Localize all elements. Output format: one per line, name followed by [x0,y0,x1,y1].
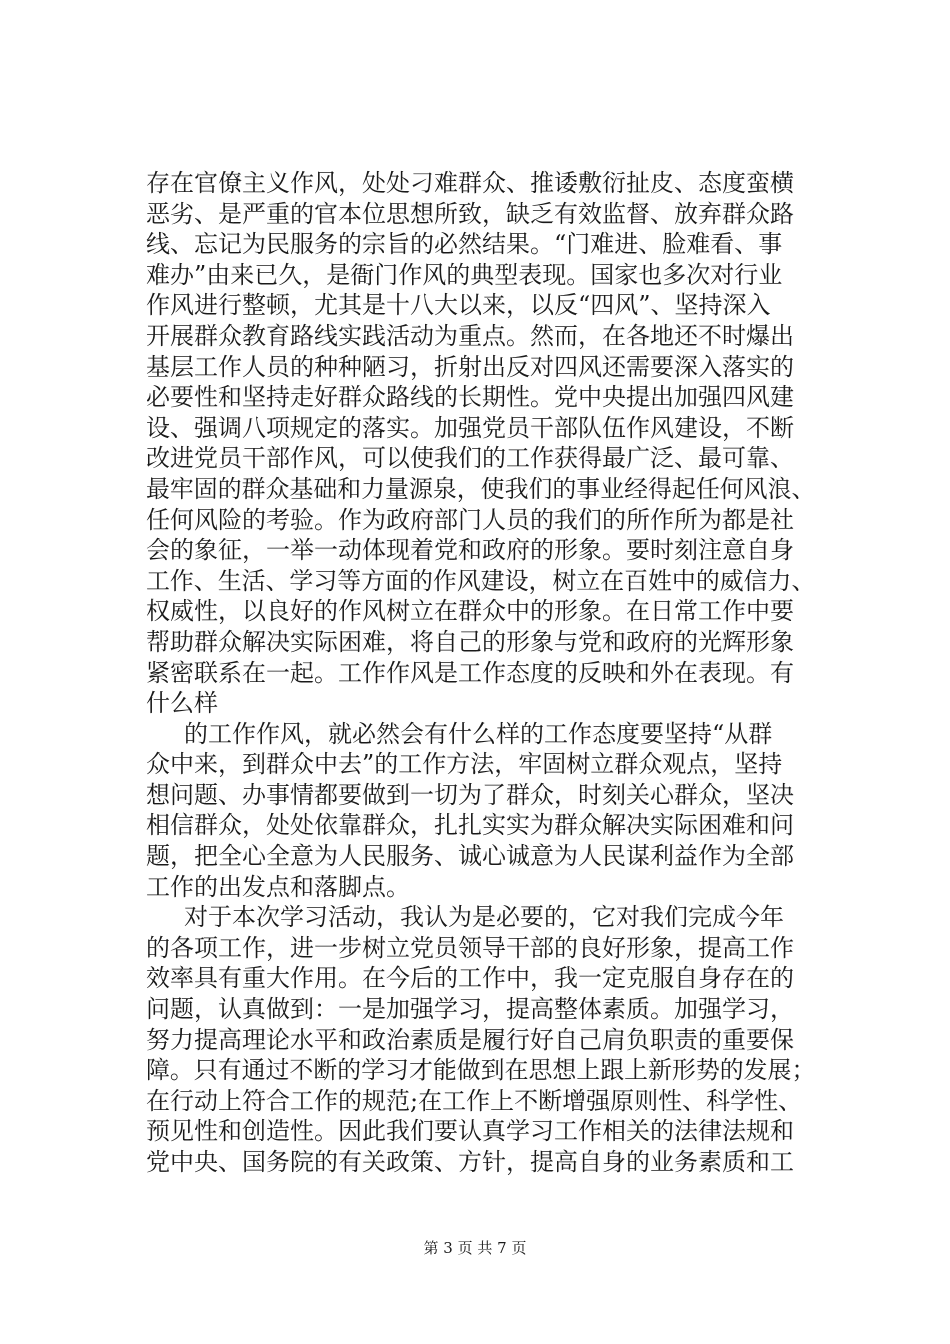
text-line: 什么样 [146,689,218,718]
text-line: 工作、生活、学习等方面的作风建设，树立在百姓中的威信力、 [146,566,816,595]
text-line: 障。只有通过不断的学习才能做到在思想上跟上新形势的发展； [146,1056,816,1085]
body-text [146,168,816,1178]
text-line: 设、强调八项规定的落实。加强党员干部队伍作风建设，不断 [146,413,794,442]
text-line: 恶劣、是严重的官本位思想所致，缺乏有效监督、放弃群众路 [146,199,794,228]
text-line: 预见性和创造性。因此我们要认真学习工作相关的法律法规和 [146,1117,794,1146]
text-line: 帮助群众解决实际困难，将自己的形象与党和政府的光辉形象 [146,627,794,656]
text-line: 题，把全心全意为人民服务、诚心诚意为人民谋利益作为全部 [146,842,794,871]
text-line: 会的象征，一举一动体现着党和政府的形象。要时刻注意自身 [146,536,794,565]
text-line: 基层工作人员的种种陋习，折射出反对四风还需要深入落实的 [146,352,794,381]
text-line: 的各项工作，进一步树立党员领导干部的良好形象，提高工作 [146,933,794,962]
text-line: 难办”由来已久，是衙门作风的典型表现。国家也多次对行业 [146,260,783,289]
text-line: 存在官僚主义作风，处处刁难群众、推诿敷衍扯皮、态度蛮横 [146,169,794,197]
text-line: 最牢固的群众基础和力量源泉，使我们的事业经得起任何风浪、 [146,474,816,503]
text-line: 紧密联系在一起。工作作风是工作态度的反映和外在表现。有 [146,658,794,687]
text-line: 作风进行整顿，尤其是十八大以来，以反“四风”、坚持深入 [146,291,771,320]
text-line: 改进党员干部作风，可以使我们的工作获得最广泛、最可靠、 [146,444,794,473]
text-line: 众中来，到群众中去”的工作方法，牢固树立群众观点，坚持 [146,750,783,779]
text-line: 任何风险的考验。作为政府部门人员的我们的所作所为都是社 [146,505,794,534]
text-line: 党中央、国务院的有关政策、方针，提高自身的业务素质和工 [146,1148,794,1176]
text-line: 努力提高理论水平和政治素质是履行好自己肩负职责的重要保 [146,1025,794,1054]
text-line: 工作的出发点和落脚点。 [146,872,410,901]
text-line: 权威性，以良好的作风树立在群众中的形象。在日常工作中要 [146,597,794,626]
page-footer: 第 3 页 共 7 页 [423,1239,527,1257]
text-line: 必要性和坚持走好群众路线的长期性。党中央提出加强四风建 [146,383,794,412]
text-line: 相信群众，处处依靠群众，扎扎实实为群众解决实际困难和问 [146,811,794,840]
text-line: 效率具有重大作用。在今后的工作中，我一定克服自身存在的 [146,964,794,993]
text-line: 在行动上符合工作的规范;在工作上不断增强原则性、科学性、 [146,1086,803,1115]
text-line: 开展群众教育路线实践活动为重点。然而，在各地还不时爆出 [146,321,794,350]
text-line: 线、忘记为民服务的宗旨的必然结果。“门难进、脸难看、事 [146,230,783,259]
text-line: 问题，认真做到：一是加强学习，提高整体素质。加强学习， [146,995,794,1024]
text-line: 对于本次学习活动，我认为是必要的，它对我们完成今年 [184,903,784,932]
text-line: 想问题、办事情都要做到一切为了群众，时刻关心群众，坚决 [146,780,794,809]
text-line: 的工作作风，就必然会有什么样的工作态度要坚持“从群 [184,719,773,748]
